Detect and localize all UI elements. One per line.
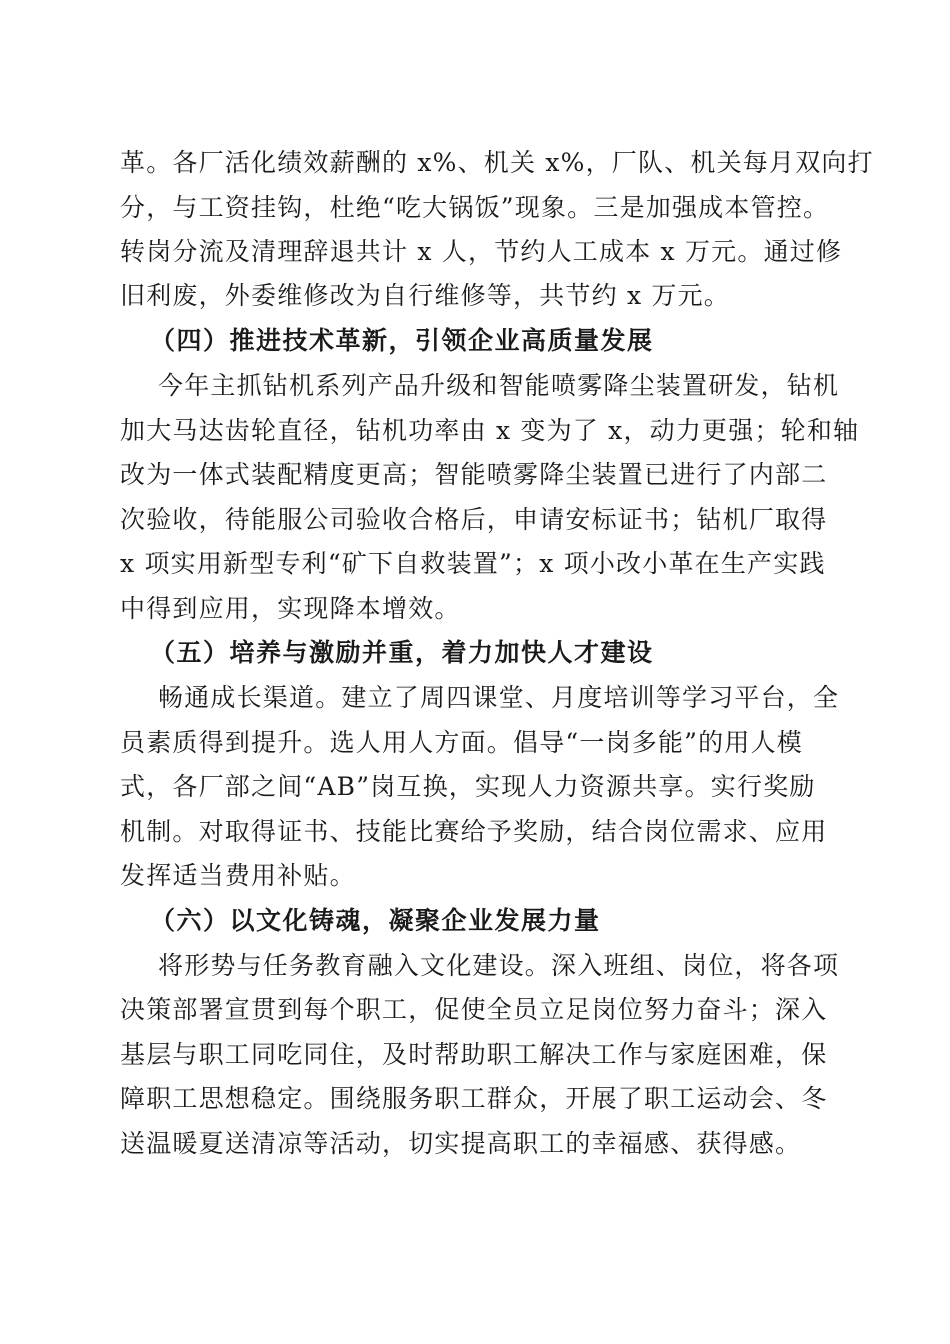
body-text-line: 将形势与任务教育融入文化建设。深入班组、岗位，将各项 bbox=[158, 951, 840, 980]
body-text-line: 员素质得到提升。选人用人方面。倡导“一岗多能”的用人模 bbox=[120, 728, 803, 757]
section-heading-5: （五）培养与激励并重，着力加快人才建设 bbox=[150, 638, 654, 667]
body-text-line: 障职工思想稳定。围绕服务职工群众，开展了职工运动会、冬 bbox=[120, 1084, 828, 1113]
body-text-line: 旧利废，外委维修改为自行维修等，共节约 x 万元。 bbox=[120, 281, 730, 310]
body-text-line: 转岗分流及清理辞退共计 x 人，节约人工成本 x 万元。通过修 bbox=[120, 237, 843, 266]
body-text-line: 发挥适当费用补贴。 bbox=[120, 861, 356, 890]
body-text-line: 加大马达齿轮直径，钻机功率由 x 变为了 x，动力更强；轮和轴 bbox=[120, 416, 860, 445]
body-text-line: 机制。对取得证书、技能比赛给予奖励，结合岗位需求、应用 bbox=[120, 817, 828, 846]
body-text-line: 今年主抓钻机系列产品升级和智能喷雾降尘装置研发，钻机 bbox=[158, 371, 840, 400]
body-text-line: 基层与职工同吃同住，及时帮助职工解决工作与家庭困难，保 bbox=[120, 1040, 828, 1069]
body-text-line: x 项实用新型专利“矿下自救装置”；x 项小改小革在生产实践 bbox=[120, 549, 826, 578]
body-text-line: 中得到应用，实现降本增效。 bbox=[120, 594, 461, 623]
body-text-line: 分，与工资挂钩，杜绝“吃大锅饭”现象。三是加强成本管控。 bbox=[120, 193, 830, 222]
body-text-line: 决策部署宣贯到每个职工，促使全员立足岗位努力奋斗；深入 bbox=[120, 995, 828, 1024]
body-text-line: 改为一体式装配精度更高；智能喷雾降尘装置已进行了内部二 bbox=[120, 460, 828, 489]
body-text-line: 革。各厂活化绩效薪酬的 x%、机关 x%，厂队、机关每月双向打 bbox=[120, 148, 874, 177]
body-text-line: 送温暖夏送清凉等活动，切实提高职工的幸福感、获得感。 bbox=[120, 1129, 802, 1158]
body-text-line: 式，各厂部之间“AB”岗互换，实现人力资源共享。实行奖励 bbox=[120, 772, 816, 801]
body-text-line: 次验收，待能服公司验收合格后，申请安标证书；钻机厂取得 bbox=[120, 505, 828, 534]
section-heading-6: （六）以文化铸魂，凝聚企业发展力量 bbox=[150, 906, 601, 935]
body-text-line: 畅通成长渠道。建立了周四课堂、月度培训等学习平台，全 bbox=[158, 683, 840, 712]
section-heading-4: （四）推进技术革新，引领企业高质量发展 bbox=[150, 326, 654, 355]
